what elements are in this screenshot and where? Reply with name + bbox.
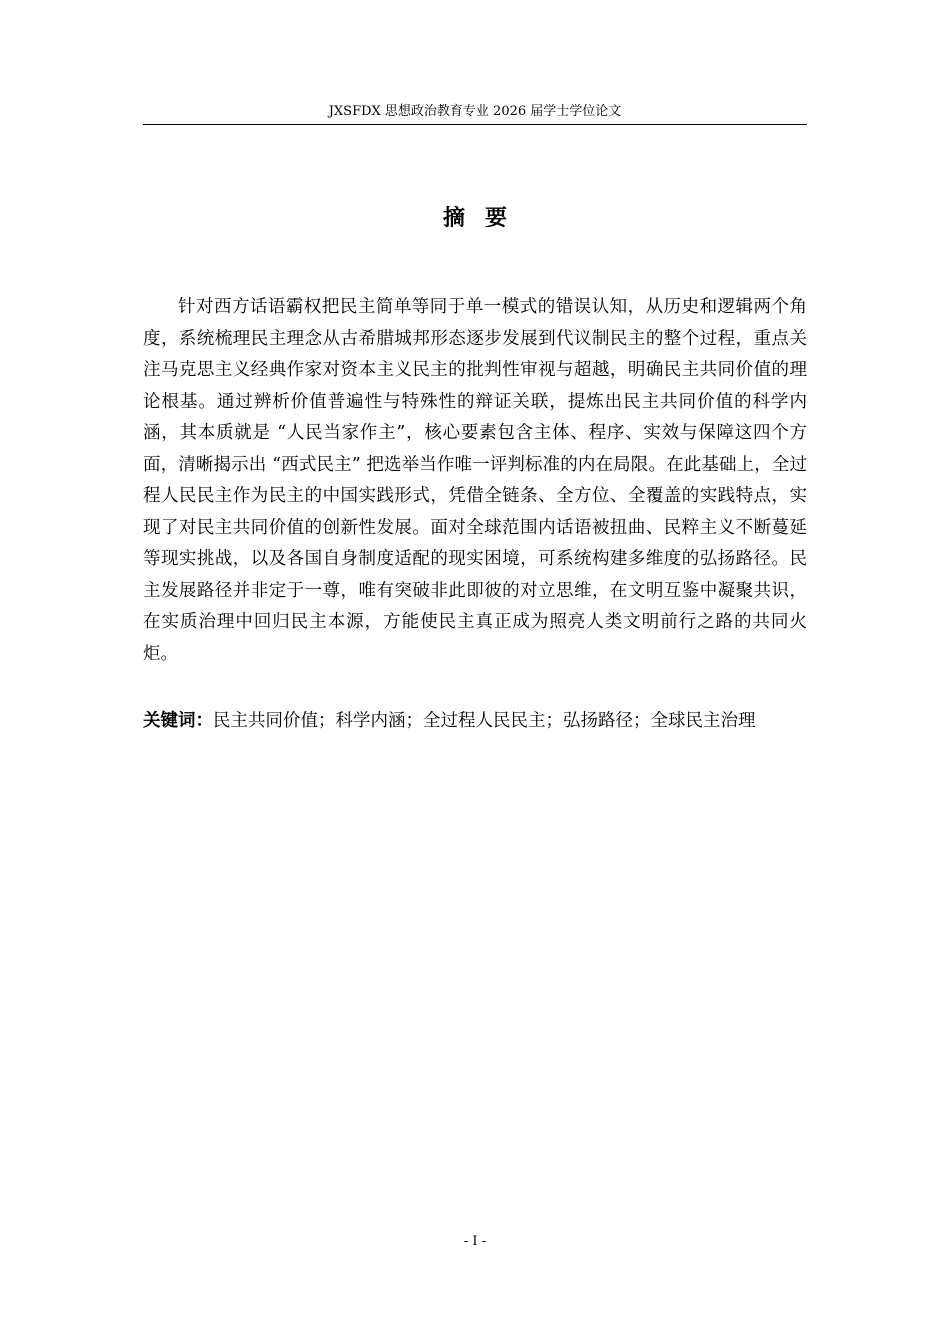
- running-header: JXSFDX 思想政治教育专业 2026 届学士学位论文: [328, 104, 622, 119]
- keywords-text: 民主共同价值；科学内涵；全过程人民民主；弘扬路径；全球民主治理: [213, 711, 756, 731]
- abstract-body: 针对西方话语霸权把民主简单等同于单一模式的错误认知，从历史和逻辑两个角度，系统梳理民主理念从古希腊城邦形态逐步发展到代议制民主的整个过程，重点关注马克思主义经典作家对资本主义民主的批判性审视与超越，明确民主共同价值的理论根基。通过辨析价值普遍性与特殊性的辩证关联，提炼出民主共同价值的科学内涵，其本质就是 “人民当家作主”，核心要素包含主体、程序、实效与保障这四个方面，清晰揭示出 “西式民主” 把选举当作唯一评判标准的内在局限。在此基础上，全过程人民民主作为民主的中国实践形式，凭借全链条、全方位、全覆盖的实践特点，实现了对民主共同价值的创新性发展。面对全球范围内话语被扭曲、民粹主义不断蔓延等现实挑战，以及各国自身制度适配的现实困境，可系统构建多维度的弘扬路径。民主发展路径并非定于一尊，唯有突破非此即彼的对立思维，在文明互鉴中凝聚共识，在实质治理中回归民主本源，方能使民主真正成为照亮人类文明前行之路的共同火炬。: [143, 297, 807, 664]
- abstract-title: 摘要: [442, 206, 527, 231]
- keywords-line: [143, 706, 807, 738]
- page-number: - I -: [463, 1234, 487, 1249]
- header-divider: [143, 124, 807, 125]
- keywords-label: 关键词：: [143, 711, 213, 731]
